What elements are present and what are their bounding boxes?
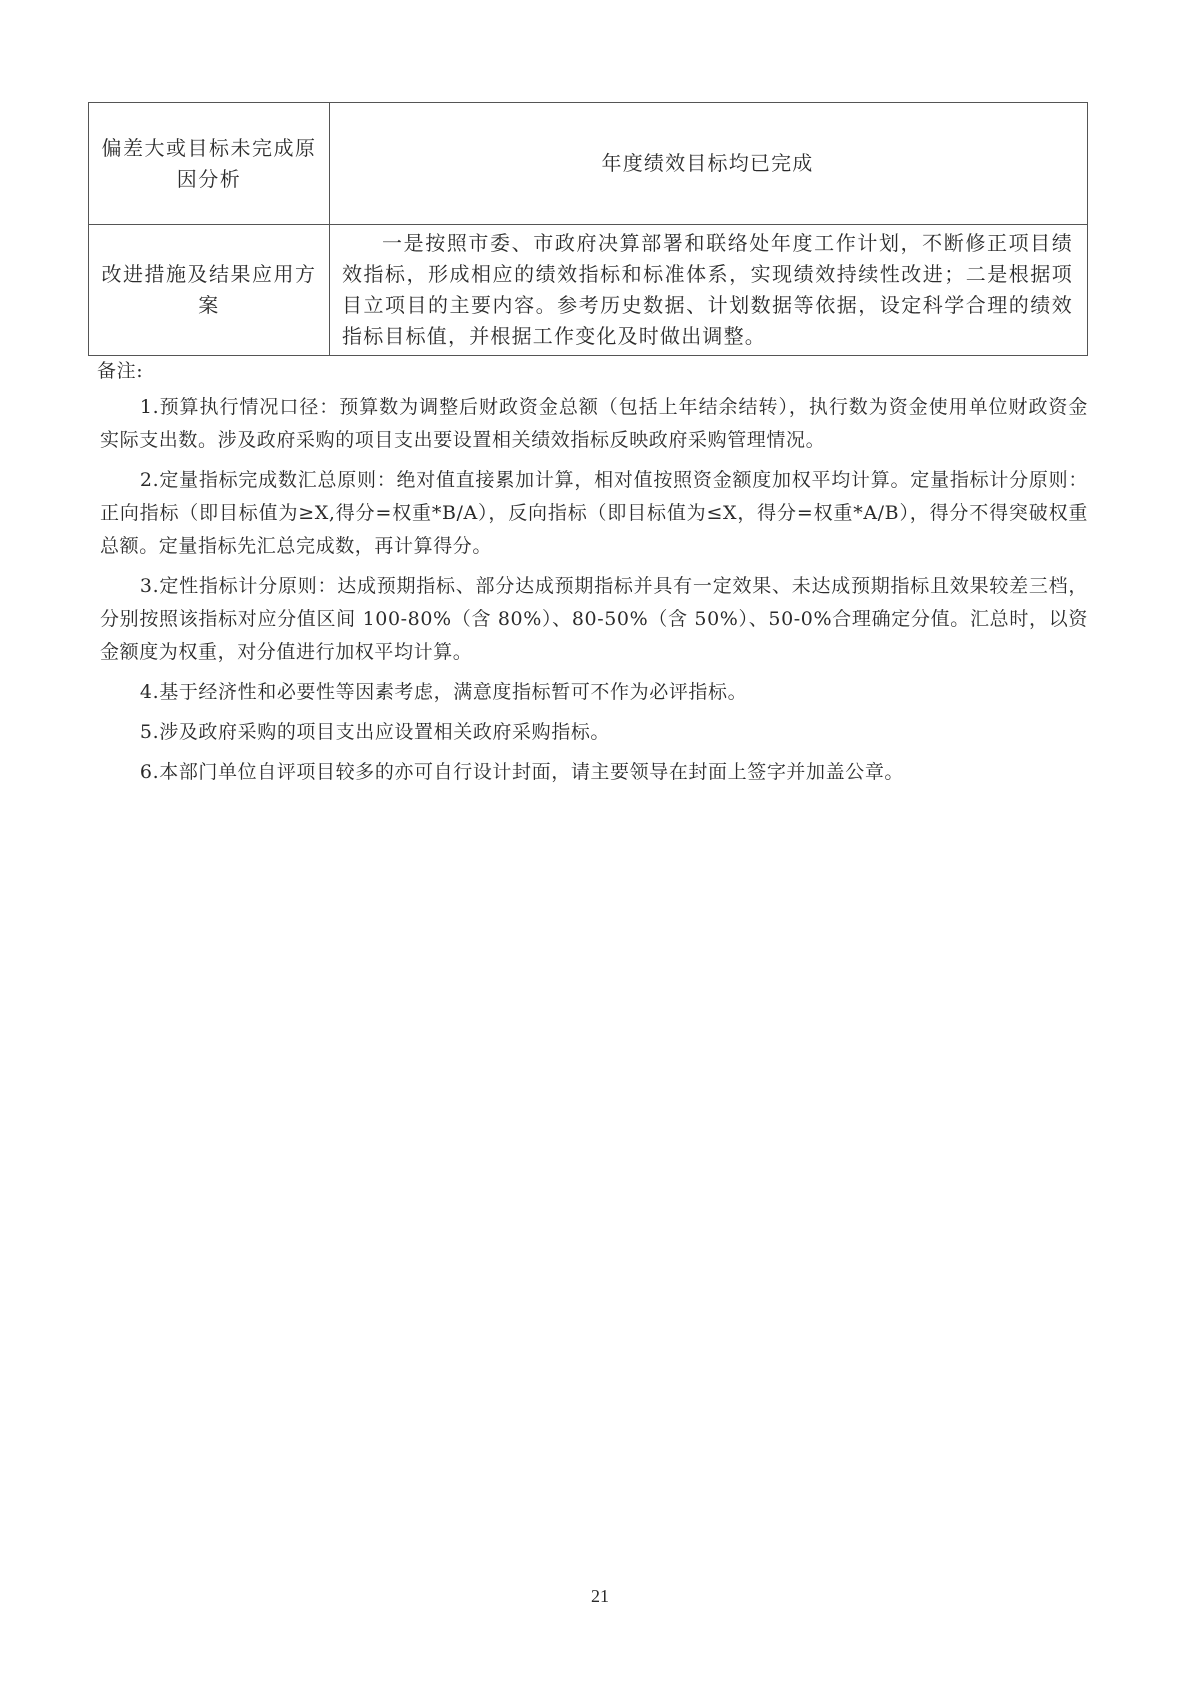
page-number: 21 [591, 1586, 609, 1606]
notes-title: 备注: [97, 360, 144, 382]
note-item-5: 5.涉及政府采购的项目支出应设置相关政府采购指标。 [139, 721, 611, 743]
note-item-1: 1.预算执行情况口径：预算数为调整后财政资金总额（包括上年结余结转），执行数为资金使用单位财政资金实际支出数。涉及政府采购的项目支出要设置相关绩效指标反映政府采购管理情况。 [100, 396, 1088, 451]
evaluation-table [88, 102, 1088, 356]
row-label-deviation-analysis: 偏差大或目标未完成原因分析 [89, 103, 330, 225]
row-content-deviation-analysis: 年度绩效目标均已完成 [330, 103, 1088, 225]
note-item-2: 2.定量指标完成数汇总原则：绝对值直接累加计算，相对值按照资金额度加权平均计算。定量指标计分原则：正向指标（即目标值为≥X,得分=权重*B/A），反向指标（即目标值为≤X，得分=权重*A/B），得分不得突破权重总额。定量指标先汇总完成数，再计算得分。 [100, 469, 1088, 557]
table-row [89, 103, 1088, 225]
note-item-3: 3.定性指标计分原则：达成预期指标、部分达成预期指标并具有一定效果、未达成预期指标且效果较差三档，分别按照该指标对应分值区间 100-80%（含 80%）、80-50%（含 50%）、50-0%合理确定分值。汇总时，以资金额度为权重，对分值进行加权平均计算。 [100, 575, 1088, 663]
note-item-4: 4.基于经济性和必要性等因素考虑，满意度指标暂可不作为必评指标。 [139, 681, 748, 703]
table-row [89, 225, 1088, 356]
improvement-measures-text: 一是按照市委、市政府决算部署和联络处年度工作计划，不断修正项目绩效指标，形成相应的绩效指标和标准体系，实现绩效持续性改进；二是根据项目立项目的主要内容。参考历史数据、计划数据等依据，设定科学合理的绩效指标目标值，并根据工作变化及时做出调整。 [342, 231, 1073, 348]
row-content-improvement-measures [330, 225, 1088, 356]
note-item-6: 6.本部门单位自评项目较多的亦可自行设计封面，请主要领导在封面上签字并加盖公章。 [139, 761, 905, 783]
notes-section [97, 356, 1088, 796]
row-label-improvement-measures: 改进措施及结果应用方案 [89, 225, 330, 356]
